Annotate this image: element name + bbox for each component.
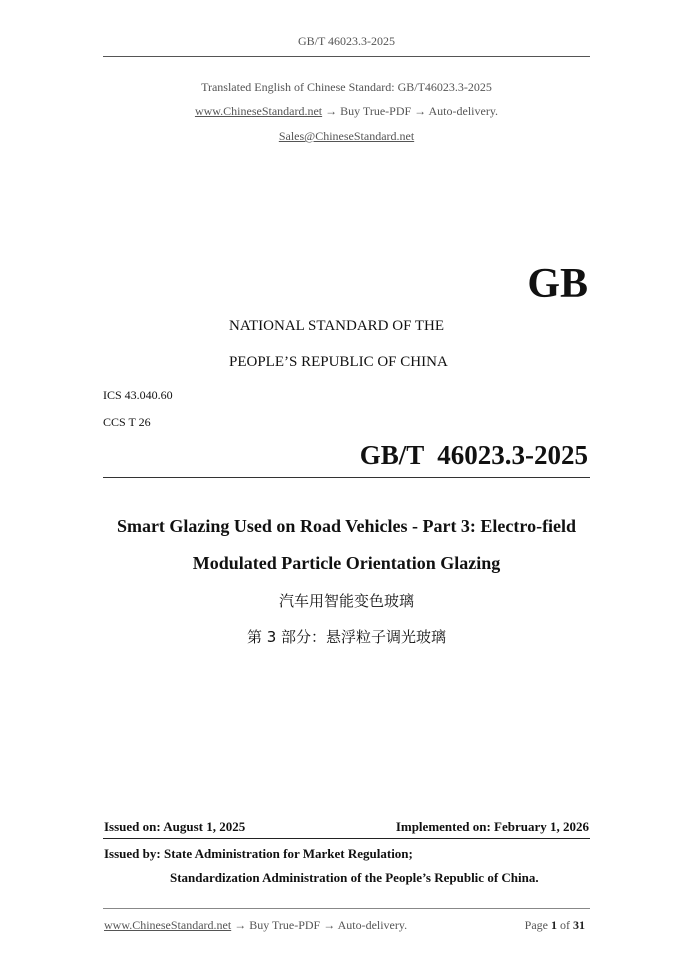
ccs-code: CCS T 26 <box>103 415 151 429</box>
footer-promo <box>104 918 407 933</box>
footer-site-link[interactable]: www.ChineseStandard.net <box>104 918 232 932</box>
page-label: Page <box>524 918 548 932</box>
page-total: 31 <box>573 918 585 932</box>
title-divider <box>103 477 590 478</box>
page-indicator <box>525 918 585 933</box>
sales-email-link[interactable]: Sales@ChineseStandard.net <box>278 129 415 143</box>
implemented-on-date: Implemented on: February 1, 2026 <box>395 819 589 834</box>
national-standard-line2: PEOPLE’S REPUBLIC OF CHINA <box>229 354 448 370</box>
page-current: 1 <box>551 918 557 932</box>
footer-buy-text: → Buy True-PDF → Auto-delivery. <box>231 918 408 932</box>
dates-divider <box>103 838 590 839</box>
footer-divider <box>103 908 590 909</box>
site-link[interactable]: www.ChineseStandard.net <box>194 104 323 118</box>
site-promo-line <box>0 104 693 119</box>
standard-number: GB/T 46023.3-2025 <box>359 440 588 470</box>
translated-line: Translated English of Chinese Standard: GB/T46023.3-2025 <box>201 80 492 94</box>
issued-by-line2: Standardization Administration of the People’s Republic of China. <box>170 870 539 885</box>
buy-true-pdf-text: → Buy True-PDF → Auto-delivery. <box>322 104 499 118</box>
header-divider <box>103 56 590 57</box>
issued-by-line1: Issued by: State Administration for Market Regulation; <box>104 846 413 861</box>
issued-on-date: Issued on: August 1, 2025 <box>104 819 246 834</box>
title-chinese-line1: 汽车用智能变色玻璃 <box>278 592 414 610</box>
title-chinese-line2: 第 3 部分：悬浮粒子调光玻璃 <box>246 628 447 646</box>
title-english-line2: Modulated Particle Orientation Glazing <box>192 553 501 573</box>
title-english-line1: Smart Glazing Used on Road Vehicles - Part 3: Electro-field <box>116 516 577 536</box>
page-of: of <box>560 918 570 932</box>
national-standard-line1: NATIONAL STANDARD OF THE <box>229 318 445 334</box>
sales-email-line <box>0 129 693 144</box>
gb-mark: GB <box>527 261 588 307</box>
ics-code: ICS 43.040.60 <box>103 388 173 402</box>
running-header-title: GB/T 46023.3-2025 <box>297 34 396 48</box>
